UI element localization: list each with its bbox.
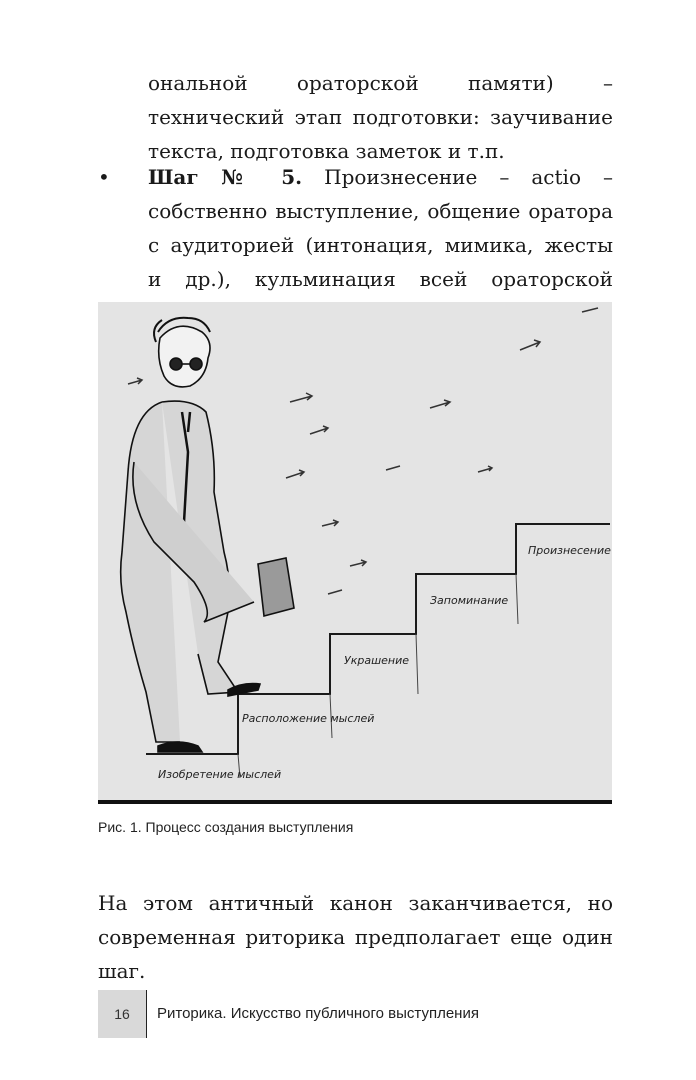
step5-text: Произнесение – actio – собственно выступление, общение оратора с аудиторией (интонация, мимика, жесты и др.), кульминация всей ораторской — [148, 165, 613, 291]
step-2-label: Расположение мыслей — [242, 712, 375, 725]
continuation-paragraph: ональной ораторской памяти) – технический этап подготовки: заучивание текста, подготовка заметок и т.п. — [148, 71, 613, 163]
step5-label: Шаг № 5. — [148, 165, 303, 189]
step-1-label: Изобретение мыслей — [158, 768, 282, 781]
figure-rule — [98, 800, 612, 804]
illustration-figure — [98, 302, 612, 800]
page-number: 16 — [98, 990, 146, 1038]
figure-caption: Рис. 1. Процесс создания выступления — [98, 819, 354, 835]
bullet-marker: • — [98, 165, 110, 189]
step-3-label: Украшение — [344, 654, 410, 667]
speaker-figure — [121, 318, 294, 752]
running-footer: Риторика. Искусство публичного выступления — [146, 990, 479, 1038]
staircase-illustration — [98, 302, 612, 800]
closing-paragraph: На этом античный канон заканчивается, но современная риторика предполагает еще один шаг. — [98, 891, 613, 983]
step-4-label: Запоминание — [430, 594, 509, 607]
step-5-label: Произнесение — [528, 544, 611, 557]
